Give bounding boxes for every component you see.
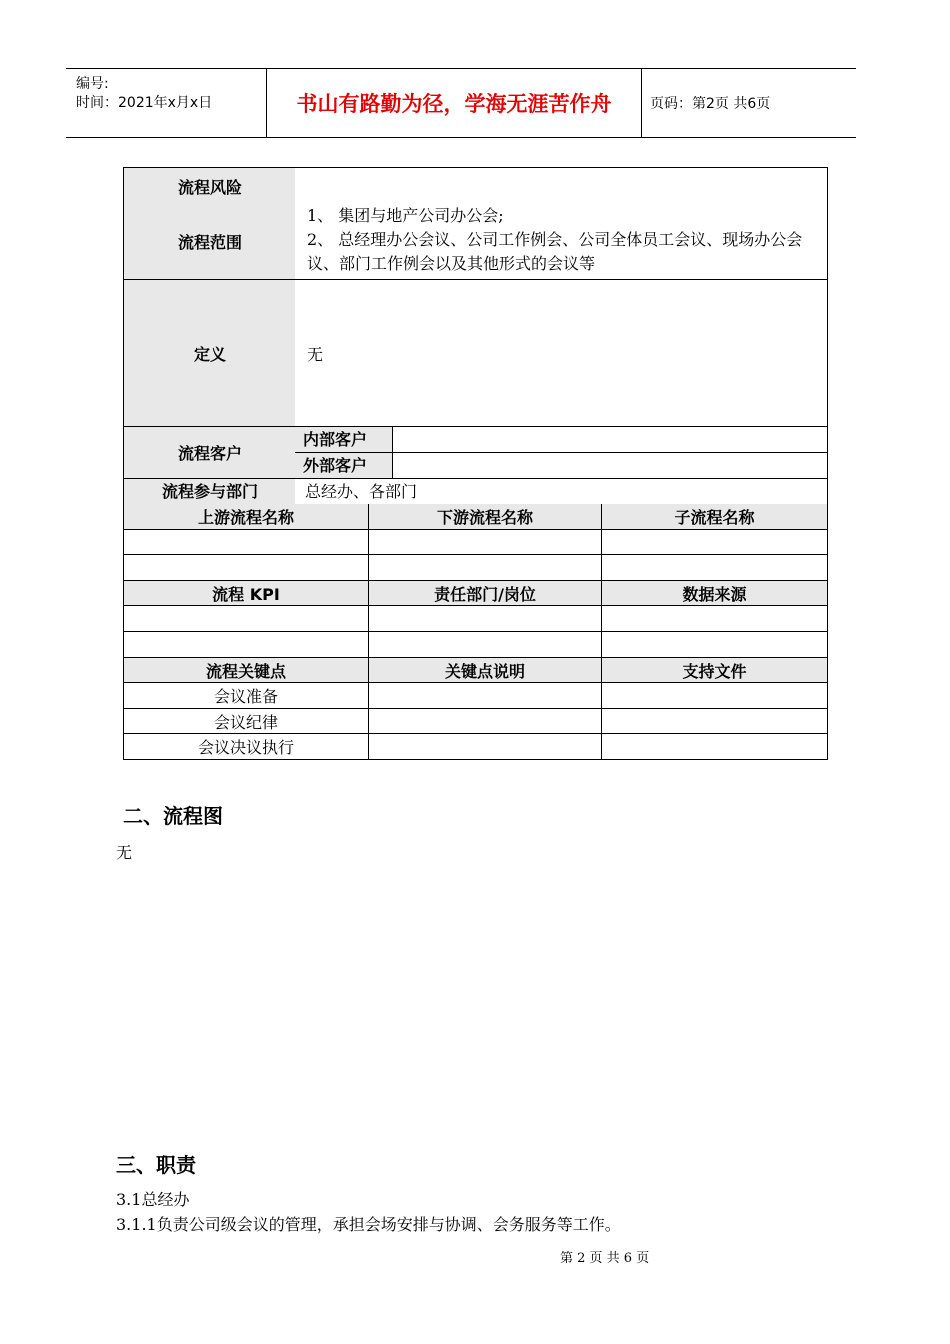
kpi-row-cell: [601, 632, 828, 658]
page-footer: 第 2 页 共 6 页: [560, 1251, 650, 1266]
keypoint-row-cell: [123, 709, 368, 734]
keypoint-name: 会议纪律: [213, 712, 278, 732]
departments-value-text: 总经办、各部门: [305, 482, 418, 501]
keypoint-row-cell: [601, 734, 828, 760]
section-3-title: 三、职责: [116, 1153, 196, 1177]
keypoint-name: 会议决议执行: [197, 738, 294, 757]
keypoint-row-cell: [368, 683, 601, 709]
flow-row-cell: [123, 555, 368, 581]
customer-label-cell: [123, 427, 297, 479]
keypoint-row-cell: [601, 709, 828, 734]
kpi-row-cell: [368, 606, 601, 632]
definition-label-text: 定义: [193, 344, 226, 364]
page-header: [66, 68, 856, 138]
section-2-title: 二、流程图: [123, 804, 223, 828]
process-form: [123, 167, 828, 760]
kpi-header-text: 责任部门/岗位: [434, 584, 536, 604]
flow-header-cell: [123, 504, 368, 530]
kpi-header-text: 数据来源: [682, 584, 747, 604]
definition-label-cell: [123, 280, 297, 427]
external-customer-label-text: 外部客户: [303, 456, 368, 475]
keypoint-header-cell: [601, 658, 828, 683]
internal-customer-label-cell: [295, 427, 393, 453]
header-page-label: 页码：第2页 共6页: [650, 96, 771, 112]
keypoint-row-cell: [601, 683, 828, 709]
kpi-row-cell: [123, 606, 368, 632]
flow-header-text: 下游流程名称: [436, 508, 533, 527]
section-2-body: 无: [116, 843, 133, 862]
departments-value-cell: [295, 479, 828, 505]
flow-header-cell: [368, 504, 601, 530]
definition-value-text: 无: [307, 344, 324, 364]
external-customer-value-cell: [393, 453, 828, 479]
kpi-row-cell: [601, 606, 828, 632]
kpi-row-cell: [123, 632, 368, 658]
internal-customer-label-text: 内部客户: [303, 430, 368, 449]
departments-label-cell: [123, 479, 297, 505]
scope-label-cell: [123, 204, 297, 280]
risk-value-cell: [295, 167, 828, 205]
flow-row-cell: [601, 555, 828, 581]
departments-label-text: 流程参与部门: [161, 482, 258, 501]
keypoint-row-cell: [368, 734, 601, 760]
three-column-grid: [123, 504, 828, 760]
risk-label-cell: [123, 167, 297, 205]
kpi-row-cell: [368, 632, 601, 658]
internal-customer-value-cell: [393, 427, 828, 453]
keypoint-row-cell: [368, 709, 601, 734]
flow-header-text: 子流程名称: [674, 508, 755, 527]
scope-label-text: 流程范围: [177, 233, 242, 252]
scope-line-2: 2、 总经理办公会议、公司工作例会、公司全体员工会议、现场办公会议、部门工作例会以及其他形式的会议等: [307, 230, 803, 273]
keypoint-header-text: 支持文件: [682, 661, 747, 681]
keypoint-header-cell: [368, 658, 601, 683]
flow-row-cell: [601, 530, 828, 555]
kpi-header-cell: [601, 581, 828, 606]
scope-line-1: 1、 集团与地产公司办公会;: [307, 206, 504, 225]
document-number-label: 编号:: [76, 76, 109, 92]
header-motto: 书山有路勤为径，学海无涯苦作舟: [267, 69, 642, 137]
keypoint-name: 会议准备: [213, 687, 278, 706]
external-customer-label-cell: [295, 453, 393, 479]
keypoint-header-cell: [123, 658, 368, 683]
keypoint-header-text: 流程关键点: [205, 661, 286, 681]
header-meta: [66, 69, 267, 137]
section-3-line-1: 3.1总经办: [116, 1190, 190, 1209]
risk-label-text: 流程风险: [177, 177, 242, 197]
flow-header-cell: [601, 504, 828, 530]
keypoint-row-cell: [123, 683, 368, 709]
flow-row-cell: [368, 530, 601, 555]
keypoint-row-cell: [123, 734, 368, 760]
section-3-line-2: 3.1.1负责公司级会议的管理，承担会场安排与协调、会务服务等工作。: [116, 1215, 621, 1234]
kpi-header-cell: [123, 581, 368, 606]
flow-row-cell: [123, 530, 368, 555]
definition-value-cell: [295, 280, 828, 427]
flow-header-text: 上游流程名称: [197, 508, 294, 527]
scope-value-cell: [295, 204, 828, 280]
keypoint-header-text: 关键点说明: [444, 661, 525, 681]
customer-label-text: 流程客户: [177, 444, 242, 463]
kpi-header-text: 流程 KPI: [212, 584, 280, 604]
kpi-header-cell: [368, 581, 601, 606]
flow-row-cell: [368, 555, 601, 581]
document-time-label: 时间：2021年x月x日: [76, 95, 213, 111]
